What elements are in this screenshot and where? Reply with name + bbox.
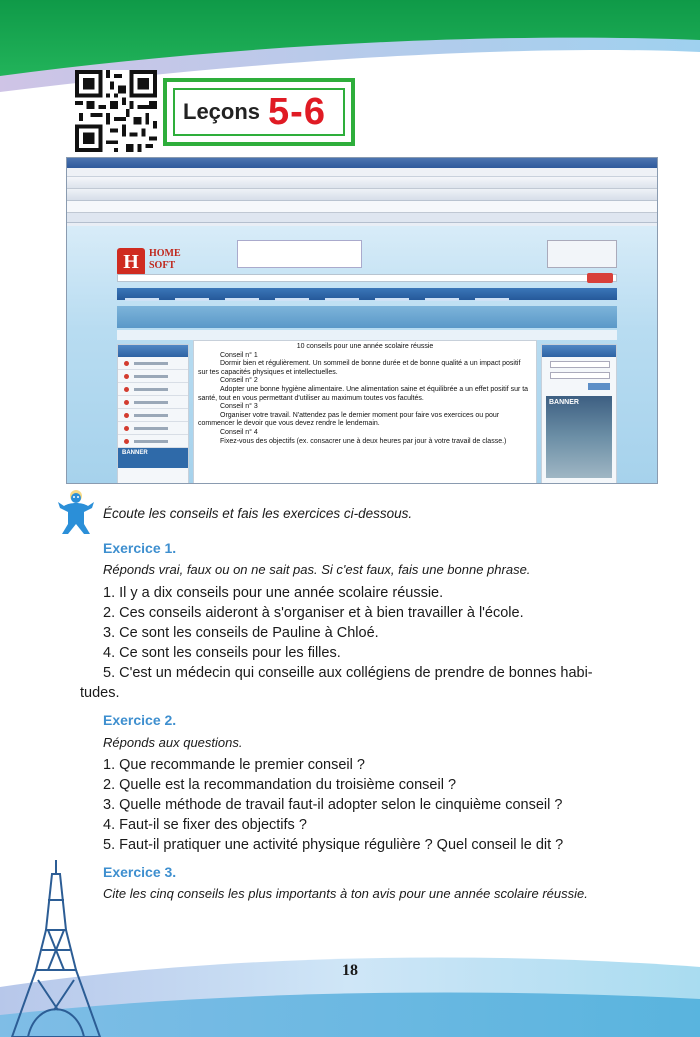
site-logo-line1: HOME	[149, 248, 181, 259]
browser-toolbar	[67, 177, 657, 189]
browser-tab-row	[67, 213, 657, 223]
browser-menubar	[67, 168, 657, 177]
exercise-1-item-continuation: tudes.	[80, 685, 120, 701]
exercise-3-title: Exercice 3.	[103, 864, 177, 880]
qr-code	[75, 70, 157, 152]
article-c3-text: Organiser votre travail. N'attendez pas le dernier moment pour faire vos exercices ou pour commencer le devoir que vous devez rendre le lendemain.	[198, 411, 500, 428]
site-logo-text	[149, 248, 181, 272]
exercise-2-instruction: Réponds aux questions.	[103, 735, 243, 750]
site-news-box	[237, 240, 362, 268]
exercise-2-title: Exercice 2.	[103, 712, 177, 728]
exercise-2-item: 4. Faut-il se fixer des objectifs ?	[103, 817, 307, 833]
lesson-title: Leçons	[183, 99, 261, 124]
lesson-badge	[163, 78, 355, 146]
article-c2-text: Adopter une bonne hygiène alimentaire. Une alimentation saine et équilibrée a un effet positif sur ta santé, tout en vous permettant d'utiliser au maximum toutes vos facultés.	[198, 385, 529, 402]
exercise-1-item: 1. Il y a dix conseils pour une année scolaire réussie.	[103, 585, 444, 601]
bottom-decorative-band	[0, 927, 700, 1037]
embedded-browser-screenshot	[66, 157, 658, 484]
article-c4-text: Fixez-vous des objectifs (ex. consacrer une à deux heures par jour à votre travail de classe.)	[220, 437, 507, 445]
site-contact-box	[547, 240, 617, 268]
exercise-2-item: 1. Que recommande le premier conseil ?	[103, 757, 365, 773]
exercise-2-item: 3. Quelle méthode de travail faut-il adopter selon le cinquième conseil ?	[103, 797, 563, 813]
site-search-bar	[117, 274, 617, 282]
exercise-1-item: 3. Ce sont les conseils de Pauline à Chloé.	[103, 625, 379, 641]
lesson-number: 5-6	[268, 90, 326, 133]
site-right-panel	[541, 344, 617, 484]
exercise-1-item: 5. C'est un médecin qui conseille aux collégiens de prendre de bonnes habi-	[103, 665, 593, 681]
site-sidebar	[117, 344, 189, 484]
exercise-1-item: 2. Ces conseils aideront à s'organiser et à bien travailler à l'école.	[103, 605, 524, 621]
article-c1-label: Conseil n° 1	[220, 351, 258, 359]
side-banner: BANNER	[118, 448, 188, 468]
exercise-1-item: 4. Ce sont les conseils pour les filles.	[103, 645, 341, 661]
article-title: 10 conseils pour une année scolaire réussie	[296, 343, 434, 350]
eiffel-tower-icon	[8, 860, 104, 1037]
site-article	[193, 340, 537, 484]
exercise-1-title: Exercice 1.	[103, 540, 177, 556]
right-banner: BANNER	[546, 396, 612, 478]
site-navigation	[117, 288, 617, 300]
article-c4-label: Conseil n° 4	[220, 428, 258, 436]
site-subheader	[117, 330, 617, 340]
page-number: 18	[342, 962, 358, 979]
article-c3-label: Conseil n° 3	[220, 403, 258, 411]
exercise-2-item: 2. Quelle est la recommandation du troisième conseil ?	[103, 777, 457, 793]
site-logo-mark: H	[117, 248, 145, 276]
exercise-1-instruction: Réponds vrai, faux ou on ne sait pas. Si c'est faux, fais une bonne phrase.	[103, 562, 531, 577]
browser-titlebar	[67, 158, 657, 168]
article-c2-label: Conseil n° 2	[220, 377, 258, 385]
website-page	[67, 226, 657, 484]
mascot-figure-icon	[56, 488, 96, 536]
exercise-3-instruction: Cite les cinq conseils les plus importants à ton avis pour une année scolaire réussie.	[103, 886, 588, 901]
site-search-button	[587, 273, 613, 283]
instruction-text: Écoute les conseils et fais les exercices ci-dessous.	[103, 506, 413, 521]
browser-bookmarks-bar	[67, 189, 657, 201]
site-header-banner	[117, 306, 617, 328]
exercise-2-item: 5. Faut-il pratiquer une activité physique régulière ? Quel conseil le dit ?	[103, 837, 564, 853]
site-logo-line2: SOFT	[149, 260, 176, 271]
article-c1-text: Dormir bien et régulièrement. Un sommeil de bonne durée et de bonne qualité a un impact positif sur tes capacités physiques et intellectuelles.	[198, 360, 521, 376]
site-logo	[117, 244, 235, 278]
browser-address-bar	[67, 201, 657, 213]
